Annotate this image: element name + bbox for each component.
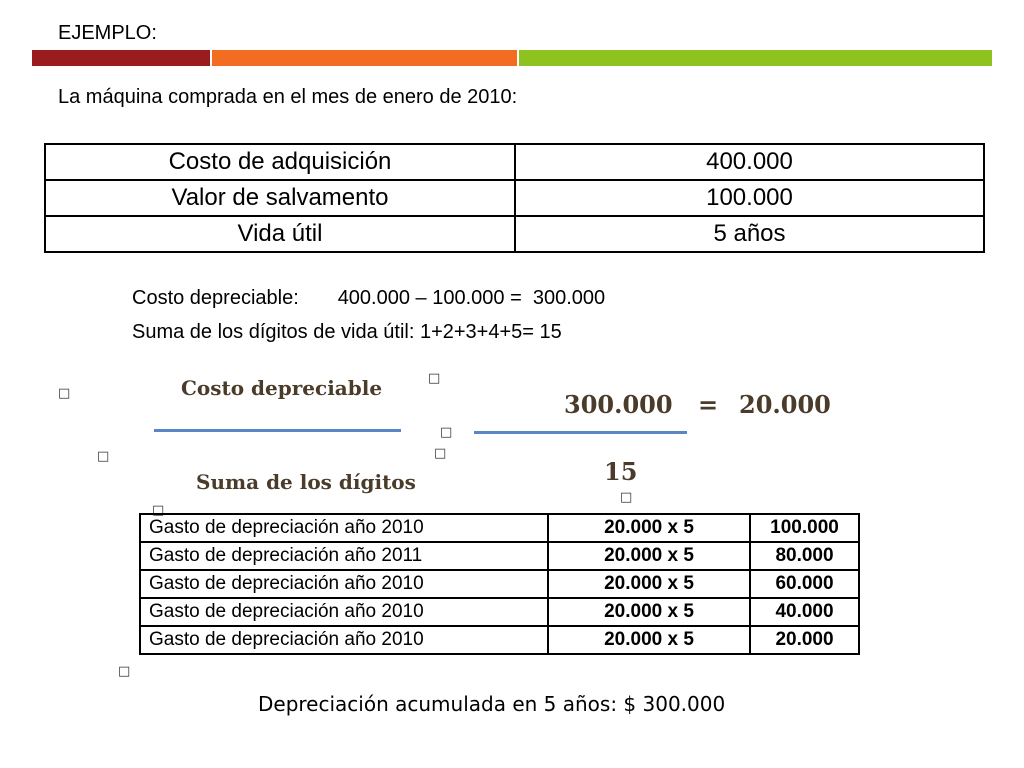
table-row: [45, 144, 984, 180]
info-label: Valor de salvamento: [45, 180, 515, 216]
table-row: [45, 180, 984, 216]
info-label: Costo de adquisición: [45, 144, 515, 180]
placeholder-glyph: □: [428, 371, 441, 386]
formula-equals: =: [698, 390, 719, 419]
depreciable-cost-value: 400.000 – 100.000 = 300.000: [337, 287, 606, 309]
machine-info-table: [44, 143, 985, 253]
accent-bar-dark: [32, 50, 210, 66]
info-value: 400.000: [515, 144, 984, 180]
formula-denominator-right: 15: [604, 457, 638, 486]
table-row: [140, 570, 859, 598]
accumulated-depreciation: Depreciación acumulada en 5 años: $ 300.000: [258, 692, 726, 716]
depreciable-cost-line: [132, 287, 605, 310]
expense-label: Gasto de depreciación año 2011: [140, 542, 548, 570]
expense-calc: 20.000 x 5: [548, 626, 750, 654]
fraction-line-right: [474, 431, 687, 434]
placeholder-glyph: □: [434, 446, 447, 461]
placeholder-glyph: □: [620, 490, 633, 505]
expense-calc: 20.000 x 5: [548, 542, 750, 570]
placeholder-glyph: □: [58, 386, 71, 401]
formula-denominator-left: Suma de los dígitos: [196, 470, 416, 494]
expense-calc: 20.000 x 5: [548, 598, 750, 626]
expense-amount: 40.000: [750, 598, 859, 626]
table-row: [140, 626, 859, 654]
table-row: [45, 216, 984, 252]
expense-label: Gasto de depreciación año 2010: [140, 598, 548, 626]
expense-label: Gasto de depreciación año 2010: [140, 514, 548, 542]
info-value: 100.000: [515, 180, 984, 216]
expense-amount: 60.000: [750, 570, 859, 598]
expense-amount: 80.000: [750, 542, 859, 570]
expense-calc: 20.000 x 5: [548, 570, 750, 598]
expense-amount: 20.000: [750, 626, 859, 654]
formula-numerator-left: Costo depreciable: [181, 376, 383, 400]
table-row: [140, 514, 859, 542]
intro-text: La máquina comprada en el mes de enero de 2010:: [58, 86, 518, 108]
formula-numerator-right: 300.000: [564, 390, 673, 419]
expense-amount: 100.000: [750, 514, 859, 542]
table-row: [140, 542, 859, 570]
table-row: [140, 598, 859, 626]
placeholder-glyph: □: [152, 503, 165, 518]
expense-label: Gasto de depreciación año 2010: [140, 570, 548, 598]
fraction-line-left: [154, 429, 401, 432]
digits-sum-line: Suma de los dígitos de vida útil: 1+2+3+4+5= 15: [132, 321, 562, 343]
info-value: 5 años: [515, 216, 984, 252]
depreciable-cost-label: Costo depreciable:: [132, 287, 299, 309]
expense-label: Gasto de depreciación año 2010: [140, 626, 548, 654]
placeholder-glyph: □: [97, 449, 110, 464]
info-label: Vida útil: [45, 216, 515, 252]
formula-result: 20.000: [739, 390, 831, 419]
depreciation-schedule-table: [139, 513, 860, 655]
placeholder-glyph: □: [118, 664, 131, 679]
placeholder-glyph: □: [440, 425, 453, 440]
slide-heading: EJEMPLO:: [58, 22, 157, 44]
accent-bar-green: [519, 50, 992, 66]
accent-bar-orange: [212, 50, 517, 66]
expense-calc: 20.000 x 5: [548, 514, 750, 542]
